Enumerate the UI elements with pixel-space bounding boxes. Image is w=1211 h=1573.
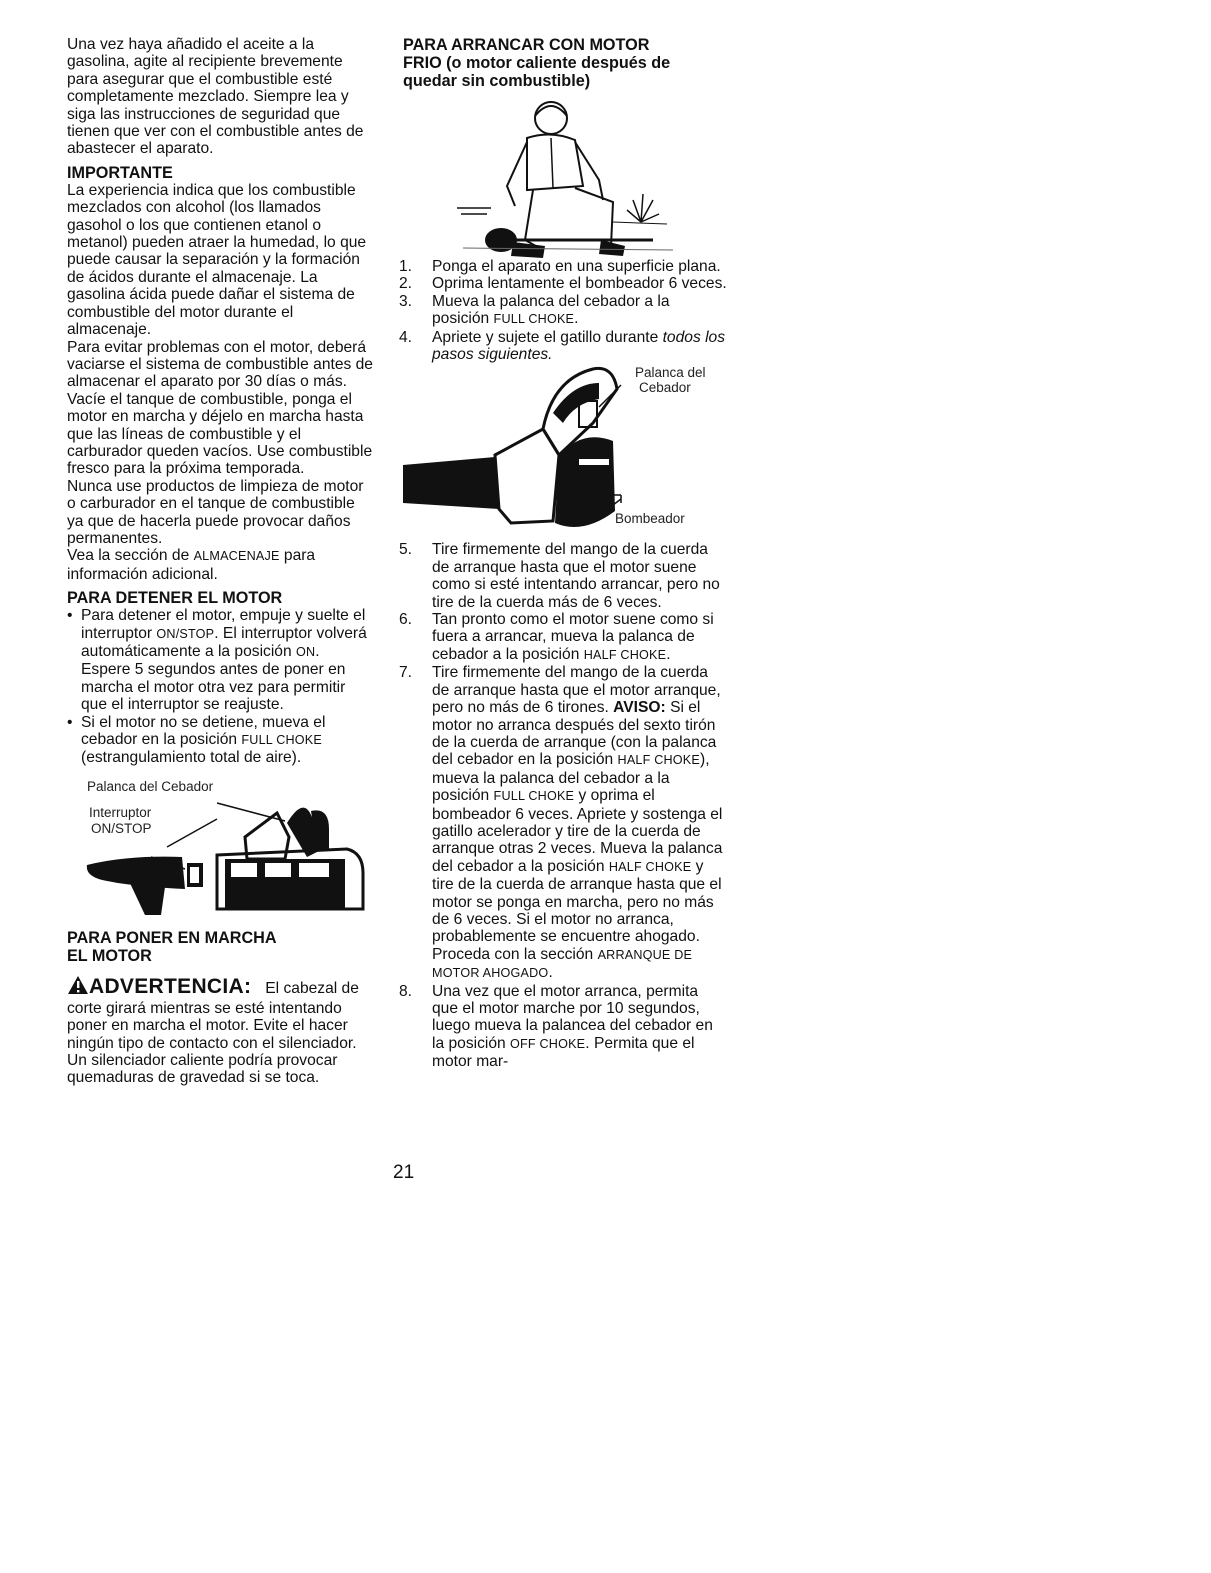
step-5: 5. Tire firmemente del mango de la cuerda de arranque hasta que el motor suene como si esté intentando arrancar, pero no tire de la cuerda más de 6 veces. (399, 541, 720, 611)
stop-bullet-1: • Para detener el motor, empuje y suelte el interruptor ON/STOP. El interruptor volverá automáticamente a la posición ON. Espere 5 segundos antes de poner en marcha el motor otra vez para permitir que el interruptor se reajuste. (67, 607, 367, 714)
figure-label-switch-2: ON/STOP (91, 820, 152, 836)
figure-label-primer: Bombeador (615, 511, 685, 527)
on-stop-switch-figure (67, 777, 367, 917)
stop-bullet-2: • Si el motor no se detiene, mueva el cebador en la posición FULL CHOKE (estrangulamiento total de aire). (67, 713, 326, 767)
important-paragraph-1: La experiencia indica que los combustible mezclados con alcohol (los llamados gasohol o los que contienen etanol o metanol) pueden atraer la humedad, lo que puede causar la separación y la formación de ácidos durante el almacenaje. La gasolina ácida puede dañar el sistema de combustible del motor durante el almacenaje. (67, 181, 367, 339)
warning-block (67, 975, 373, 1087)
operator-figure (403, 90, 728, 258)
start-engine-heading-1: PARA PONER EN MARCHA (67, 928, 277, 947)
cold-start-heading-3: quedar sin combustible) (403, 72, 591, 90)
operator-illustration (403, 90, 728, 258)
step-4: 4. Apriete y sujete el gatillo durante todos los pasos siguientes. (399, 328, 726, 364)
right-column (399, 36, 728, 1071)
step-6: 6. Tan pronto como el motor suene como si fuera a arrancar, mueva la palanca de cebador a la posición HALF CHOKE. (399, 611, 714, 663)
important-heading: IMPORTANTE (67, 163, 173, 182)
step-3: 3. Mueva la palanca del cebador a la posición FULL CHOKE. (399, 292, 670, 328)
warning-text-start: El cabezal de (265, 979, 359, 997)
choke-primer-figure (403, 363, 728, 541)
important-paragraph-2: Para evitar problemas con el motor, deberá vaciarse el sistema de combustible antes de almacenar el aparato por 30 días o más. Vacíe el tanque de combustible, ponga el motor en marcha y déjelo en marcha hasta que las líneas de combustible y el carburador queden vacíos. Use combustible fresco para la próxima temporada. (67, 338, 373, 478)
warning-triangle-icon (67, 975, 89, 995)
figure-label-switch-1: Interruptor (89, 804, 152, 820)
warning-text: corte girará mientras se esté intentando poner en marcha el motor. Evite el hacer ningún tipo de contacto con el silenciador. Un silenciador caliente podría provocar quemaduras de gravedad si se toca. (67, 999, 357, 1087)
left-column (67, 36, 373, 1087)
cold-start-heading-2: FRIO (o motor caliente después de (403, 54, 671, 72)
important-paragraph-4: Vea la sección de ALMACENAJE para información adicional. (67, 547, 316, 583)
step-7: 7. Tire firmemente del mango de la cuerda de arranque hasta que el motor arranque, pero no más de 6 tirones. AVISO: Si el motor no arranca después del sexto tirón de la cuerda de arranque (con la palanca del cebador en la posición HALF CHOKE), mueva la palanca del cebador a la posición FULL CHOKE y oprima el bombeador 6 veces. Apriete y sostenga el gatillo acelerador y tire de la cuerda de arranque otras 2 veces. Mueva la palanca del cebador a la posición HALF CHOKE y tire de la cuerda de arranque hasta que el motor se ponga en marcha, pero no más de 6 veces. Si el motor no arranca, probablemente se encuentre ahogado. Proceda con la sección ARRANQUE DE MOTOR AHOGADO. (399, 664, 723, 982)
warning-title: ADVERTENCIA: (89, 974, 252, 998)
fuel-mix-paragraph: Una vez haya añadido el aceite a la gasolina, agite al recipiente brevemente para asegurar que el combustible esté completamente mezclado. Siempre lea y siga las instrucciones de seguridad que tienen que ver con el combustible antes de abastecer el aparato. (67, 36, 364, 158)
start-engine-heading-2: EL MOTOR (67, 946, 152, 965)
figure-label-choke-lever-1: Palanca del (635, 365, 706, 381)
figure-label-choke-lever: Palanca del Cebador (87, 778, 214, 794)
page-number: 21 (393, 1162, 415, 1183)
step-8: 8. Una vez que el motor arranca, permita que el motor marche por 10 segundos, luego mueva la palancea del cebador en la posición OFF CHOKE. Permita que el motor mar- (399, 982, 713, 1071)
cold-start-heading-1: PARA ARRANCAR CON MOTOR (403, 36, 650, 54)
step-1: 1. Ponga el aparato en una superficie plana. (399, 258, 721, 275)
figure-label-choke-lever-2: Cebador (639, 380, 691, 396)
step-2: 2. Oprima lentamente el bombeador 6 veces. (399, 275, 727, 293)
important-paragraph-3: Nunca use productos de limpieza de motor o carburador en el tanque de combustible ya que de hacerla puede provocar daños permanentes. (67, 477, 364, 547)
stop-engine-heading: PARA DETENER EL MOTOR (67, 589, 283, 608)
switch-illustration (67, 777, 367, 917)
